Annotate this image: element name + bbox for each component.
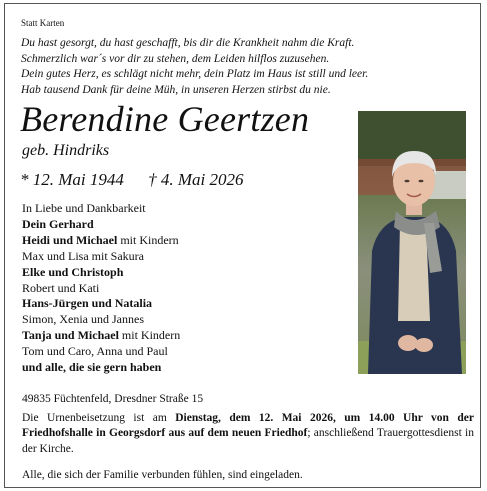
funeral-date-place: Dienstag, dem 12. Mai 2026, um 14.00 Uhr von der Friedhofshalle in Georgsdorf aus auf dem neuen Friedhof (22, 412, 475, 440)
mourner-name: und alle, die sie gern haben (22, 360, 162, 375)
mourner-text: mit Kindern (118, 328, 181, 343)
mourner-text: In Liebe und Dankbarkeit (22, 201, 146, 215)
mourner-line (22, 249, 352, 265)
poem-line: Dein gutes Herz, es schlägt nicht mehr, dein Platz im Haus ist still und leer. (21, 68, 369, 81)
poem-line: Schmerzlich war´s vor dir zu stehen, dem Leiden hilflos zuzusehen. (21, 52, 330, 65)
mourner-line (22, 360, 352, 376)
mourners-list (22, 201, 352, 376)
funeral-notice (22, 411, 474, 457)
mourner-line (22, 233, 352, 249)
obituary-card (4, 3, 481, 488)
mourner-name: Heidi und Michael (22, 232, 118, 247)
poem-line: Du hast gesorgt, du hast geschafft, bis dir die Krankheit nahm die Kraft. (21, 37, 355, 49)
mourner-text: mit Kindern (117, 232, 179, 247)
address: 49835 Füchtenfeld, Dresdner Straße 15 (22, 393, 204, 405)
mourner-line (22, 328, 352, 344)
header-label: Statt Karten (21, 18, 65, 28)
poem-line: Hab tausend Dank für deine Müh, in unseren Herzen stirbst du nie. (21, 83, 331, 96)
funeral-text-end: ; anschließend Trauergottesdienst in der Kirche. (22, 427, 475, 455)
mourner-line (22, 312, 352, 328)
mourner-line (22, 201, 352, 217)
mourner-line (22, 281, 352, 297)
poem (21, 36, 471, 98)
funeral-text: Die Urnenbeisetzung ist am (22, 412, 176, 424)
mourner-line (22, 217, 352, 233)
mourner-text: Robert und Kati (22, 280, 100, 295)
mourner-line (22, 344, 352, 360)
mourner-line (22, 296, 352, 312)
maiden-name: geb. Hindriks (22, 142, 110, 159)
deceased-name: Berendine Geertzen (20, 99, 310, 139)
portrait-photo (358, 111, 466, 374)
mourner-name: Elke und Christoph (22, 264, 124, 279)
closing-note: Alle, die sich der Familie verbunden fühlen, sind eingeladen. (22, 469, 303, 481)
life-dates (20, 170, 264, 190)
mourner-name: Dein Gerhard (22, 216, 94, 231)
birth-date: * 12. Mai 1944 (20, 170, 124, 189)
mourner-text: Simon, Xenia und Jannes (22, 312, 144, 327)
mourner-name: Tanja und Michael (22, 328, 119, 343)
mourner-name: Hans-Jürgen und Natalia (22, 296, 153, 311)
mourner-text: Max und Lisa mit Sakura (22, 248, 144, 263)
death-date: † 4. Mai 2026 (148, 170, 244, 189)
mourner-text: Tom und Caro, Anna und Paul (22, 344, 168, 359)
mourner-line (22, 265, 352, 281)
